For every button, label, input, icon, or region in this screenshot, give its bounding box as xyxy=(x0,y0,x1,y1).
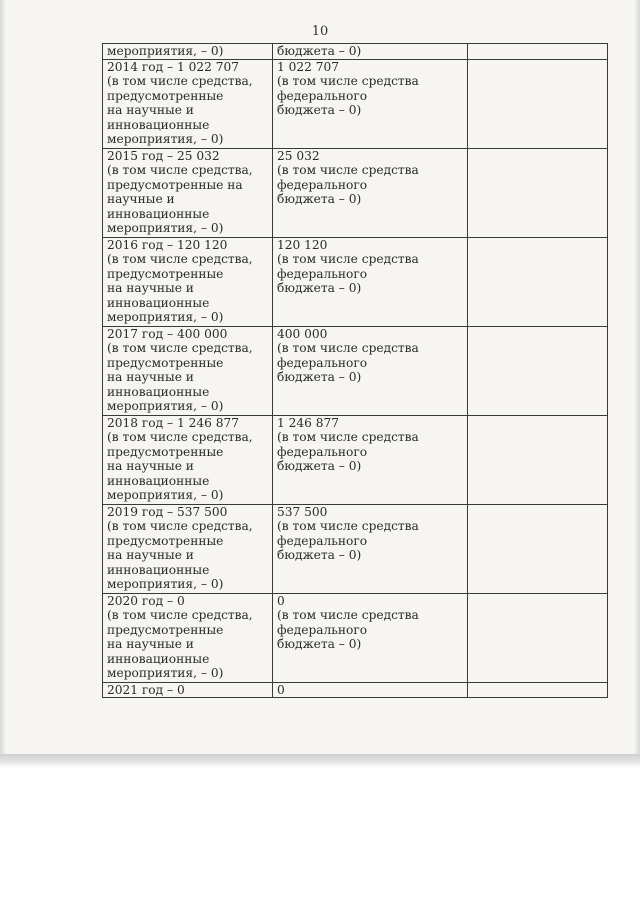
funding-federal-cell: 400 000 (в том числе средства федерального бюджета – 0) xyxy=(273,326,468,415)
table-row xyxy=(103,59,608,148)
funding-federal-cell: 0 (в том числе средства федерального бюджета – 0) xyxy=(273,593,468,682)
funding-federal-cell: 537 500 (в том числе средства федерального бюджета – 0) xyxy=(273,504,468,593)
table-row xyxy=(103,148,608,237)
table-row xyxy=(103,504,608,593)
funding-federal-cell: 25 032 (в том числе средства федерального бюджета – 0) xyxy=(273,148,468,237)
funding-total-cell: 2019 год – 537 500 (в том числе средства, предусмотренные на научные и инновационные мероприятия, – 0) xyxy=(103,504,273,593)
funding-table xyxy=(102,43,608,698)
empty-cell xyxy=(468,415,608,504)
funding-total-cell: 2015 год – 25 032 (в том числе средства, предусмотренные на научные и инновационные мероприятия, – 0) xyxy=(103,148,273,237)
funding-federal-cell: 0 xyxy=(273,682,468,698)
funding-total-cell: 2020 год – 0 (в том числе средства, предусмотренные на научные и инновационные мероприятия, – 0) xyxy=(103,593,273,682)
empty-cell xyxy=(468,44,608,60)
funding-federal-cell: 1 022 707 (в том числе средства федерального бюджета – 0) xyxy=(273,59,468,148)
table-row xyxy=(103,237,608,326)
empty-cell xyxy=(468,682,608,698)
table-row xyxy=(103,593,608,682)
empty-cell xyxy=(468,326,608,415)
funding-federal-cell: бюджета – 0) xyxy=(273,44,468,60)
table-row xyxy=(103,44,608,60)
scan-right-edge xyxy=(634,0,640,756)
scan-left-edge xyxy=(0,0,6,756)
funding-total-cell: 2014 год – 1 022 707 (в том числе средства, предусмотренные на научные и инновационные мероприятия, – 0) xyxy=(103,59,273,148)
table-row xyxy=(103,682,608,698)
funding-total-cell: 2017 год – 400 000 (в том числе средства, предусмотренные на научные и инновационные мероприятия, – 0) xyxy=(103,326,273,415)
funding-federal-cell: 1 246 877 (в том числе средства федерального бюджета – 0) xyxy=(273,415,468,504)
empty-cell xyxy=(468,148,608,237)
empty-cell xyxy=(468,59,608,148)
page-number: 10 xyxy=(311,24,329,39)
table-row xyxy=(103,415,608,504)
funding-total-cell: 2018 год – 1 246 877 (в том числе средства, предусмотренные на научные и инновационные мероприятия, – 0) xyxy=(103,415,273,504)
scan-bottom-edge xyxy=(0,754,640,768)
funding-federal-cell: 120 120 (в том числе средства федерального бюджета – 0) xyxy=(273,237,468,326)
empty-cell xyxy=(468,593,608,682)
table-row xyxy=(103,326,608,415)
funding-total-cell: мероприятия, – 0) xyxy=(103,44,273,60)
funding-total-cell: 2016 год – 120 120 (в том числе средства, предусмотренные на научные и инновационные мероприятия, – 0) xyxy=(103,237,273,326)
empty-cell xyxy=(468,237,608,326)
empty-cell xyxy=(468,504,608,593)
funding-total-cell: 2021 год – 0 xyxy=(103,682,273,698)
